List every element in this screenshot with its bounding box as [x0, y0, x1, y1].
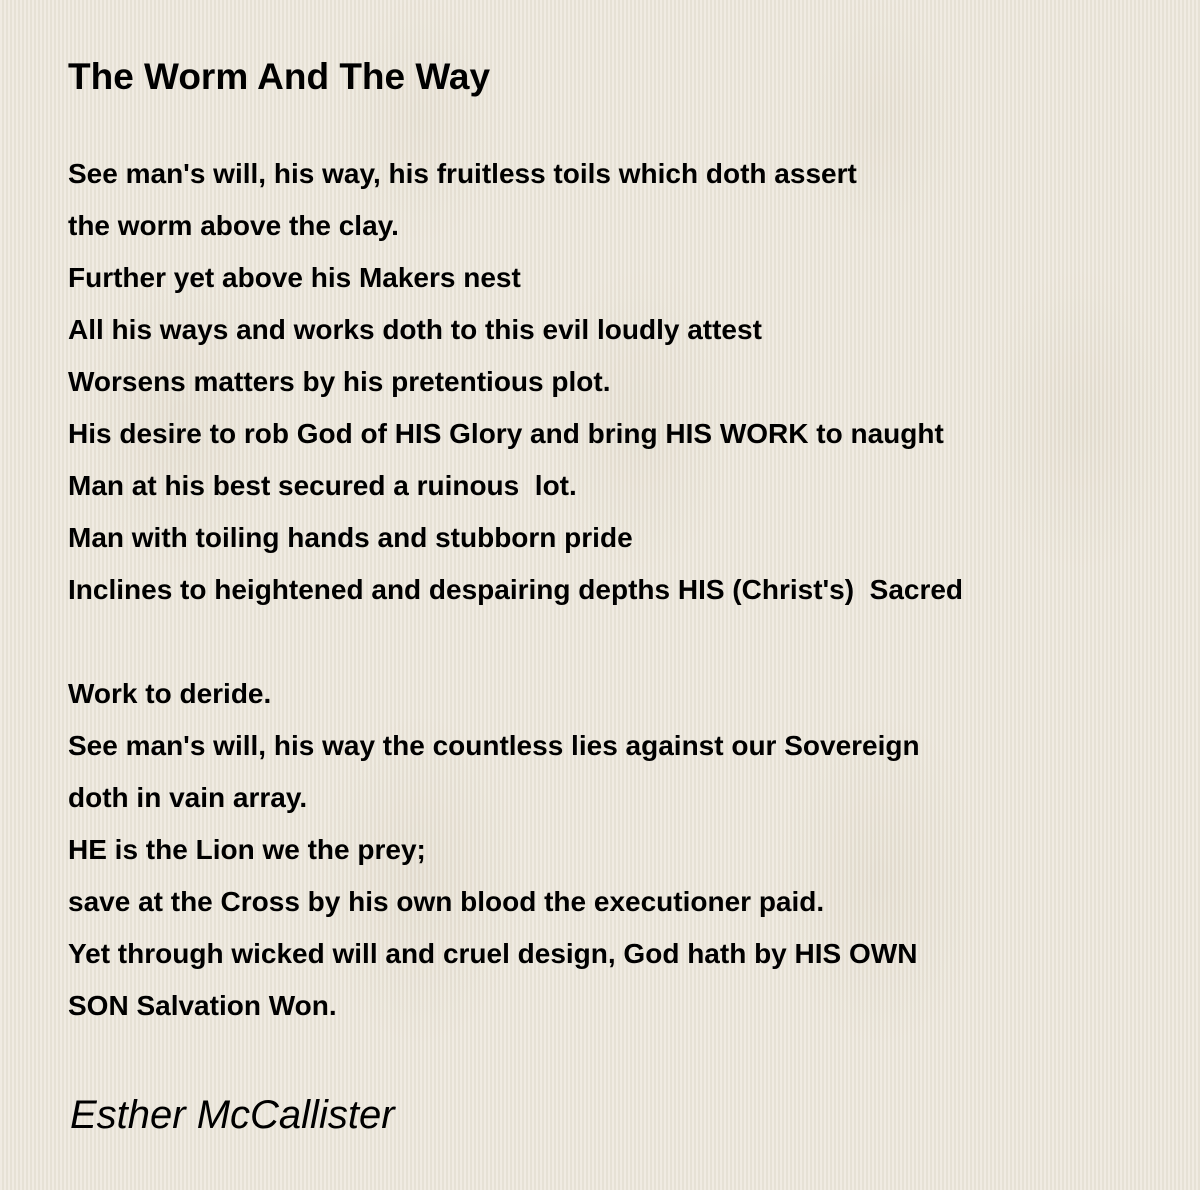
poem-line: HE is the Lion we the prey; — [68, 834, 426, 865]
poem-line: Man at his best secured a ruinous lot. — [68, 470, 577, 501]
poem-line: Further yet above his Makers nest — [68, 262, 521, 293]
stanza-2 — [68, 668, 1178, 1032]
poem-line: save at the Cross by his own blood the executioner paid. — [68, 886, 825, 917]
poem-line: the worm above the clay. — [68, 210, 399, 241]
poem-line: Yet through wicked will and cruel design, God hath by HIS OWN — [68, 938, 918, 969]
poem-line: Man with toiling hands and stubborn pride — [68, 522, 633, 553]
poem-line: His desire to rob God of HIS Glory and bring HIS WORK to naught — [68, 418, 944, 449]
poem-author: Esther McCallister — [70, 1093, 395, 1137]
poem-line: doth in vain array. — [68, 782, 308, 813]
stanza-break — [68, 616, 1178, 668]
poem-line: Inclines to heightened and despairing depths HIS (Christ's) Sacred — [68, 574, 964, 605]
poem-line: SON Salvation Won. — [68, 990, 337, 1021]
poem-line: See man's will, his way the countless lies against our Sovereign — [68, 730, 920, 761]
poem-title: The Worm And The Way — [68, 56, 491, 97]
poem-line: All his ways and works doth to this evil loudly attest — [68, 314, 762, 345]
poem-line: See man's will, his way, his fruitless toils which doth assert — [68, 158, 857, 189]
stanza-1 — [68, 148, 1178, 616]
poem-line: Work to deride. — [68, 678, 272, 709]
poem-body — [68, 148, 1178, 1032]
poem-line: Worsens matters by his pretentious plot. — [68, 366, 611, 397]
